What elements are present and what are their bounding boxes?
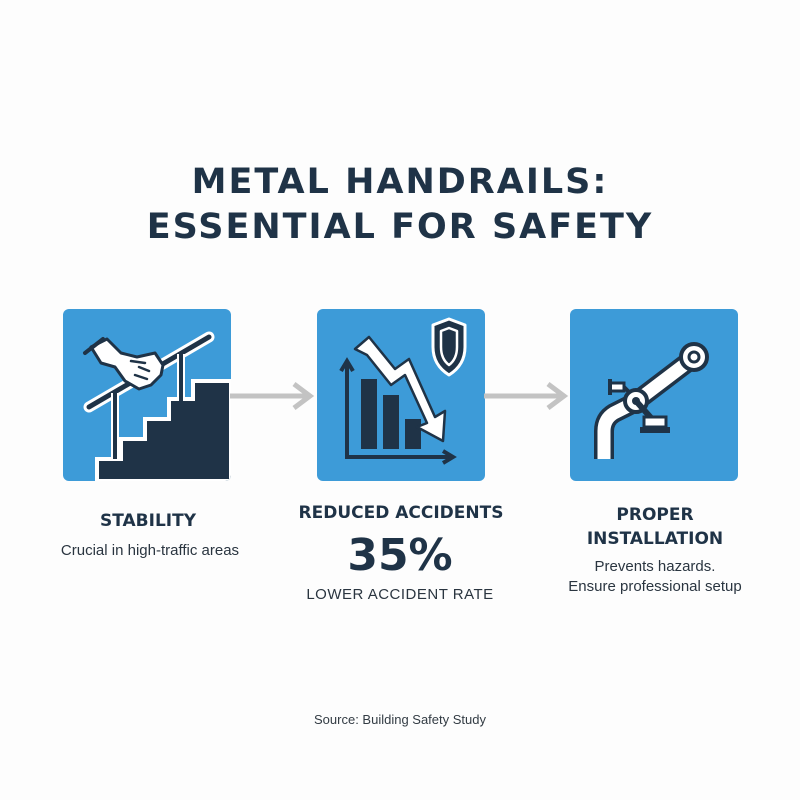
handrail-stairs-icon (63, 309, 231, 481)
declining-chart-shield-icon (317, 309, 485, 481)
stability-heading: STABILITY (99, 511, 197, 531)
accident-reduction-stat: 35% (347, 530, 453, 581)
description-line-1: Prevents hazards. (594, 558, 716, 575)
stability-description: Crucial in high-traffic areas (60, 542, 240, 559)
reduced-accidents-tile (317, 309, 485, 481)
proper-installation-description (545, 557, 765, 597)
title-line-2: ESSENTIAL FOR SAFETY (146, 207, 654, 247)
proper-installation-heading (560, 503, 750, 551)
accident-reduction-label: LOWER ACCIDENT RATE (306, 586, 494, 603)
arrow-right-icon (228, 378, 318, 414)
heading-line-2: INSTALLATION (586, 529, 724, 549)
stability-tile (63, 309, 231, 481)
arrow-right-icon (482, 378, 572, 414)
page-title (0, 160, 800, 250)
heading-line-1: PROPER (616, 505, 694, 525)
source-note: Source: Building Safety Study (314, 712, 486, 727)
reduced-accidents-heading: REDUCED ACCIDENTS (298, 503, 504, 523)
proper-installation-tile (570, 309, 738, 481)
description-line-2: Ensure professional setup (568, 578, 742, 595)
pipe-bracket-icon (570, 309, 738, 481)
title-line-1: METAL HANDRAILS: (191, 162, 609, 202)
